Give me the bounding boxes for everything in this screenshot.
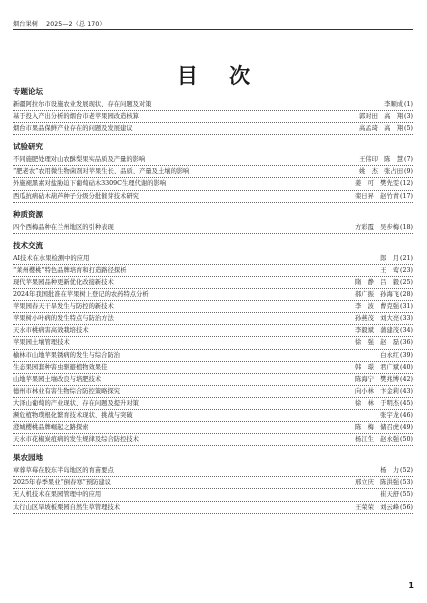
section-heading: 果农园地 (13, 453, 43, 463)
article-title: 外施褪黑素对盐胁迫下葡萄砧木3309C生理代谢的影响 (13, 178, 168, 189)
article-authors: 崔天舒 (380, 491, 400, 499)
entry-meta (353, 477, 413, 488)
toc-entry[interactable] (13, 362, 413, 374)
toc-entry[interactable] (13, 222, 413, 234)
article-title: 不同施肥处理对山农酥梨果实品质及产量的影响 (13, 154, 147, 165)
article-page: ( 5 ) (404, 125, 413, 132)
toc-entry[interactable] (13, 477, 413, 489)
article-page: ( 46 ) (400, 412, 413, 419)
article-title: 大泽山葡萄的产业现状、存在问题及提升对策 (13, 398, 141, 409)
article-title: 太行山区旱坡板栗园自然生草管理技术 (13, 502, 122, 513)
section-heading: 专题论坛 (13, 87, 43, 96)
entry-meta (357, 154, 413, 165)
article-authors: 邢立庆 陈洪强 (354, 479, 400, 487)
toc-entry[interactable] (13, 337, 413, 349)
entry-meta (353, 289, 413, 300)
article-title: 天水市桃病害高效栽培技术 (13, 325, 91, 336)
article-page: ( 33 ) (400, 315, 413, 322)
entry-meta (353, 301, 413, 312)
article-authors: 高孟琦 高 翔 (358, 125, 404, 133)
entry-meta (353, 222, 413, 233)
article-authors: 郭对田 高 翔 (358, 113, 404, 121)
entry-meta (353, 398, 413, 409)
article-authors: 姚 杰 张占田 (358, 168, 404, 176)
toc-entry[interactable] (13, 265, 413, 277)
toc-entry[interactable] (13, 111, 413, 123)
toc-entry[interactable] (13, 434, 413, 446)
article-authors: 姜 可 樊先雯 (354, 180, 400, 188)
entry-meta (378, 253, 413, 264)
article-authors: 陈海宁 樊兆博 (354, 375, 400, 383)
article-title: 天水市花椒炭疽病的发生规律及综合防控技术 (13, 434, 141, 445)
article-authors: 韩 璟 君广斌 (354, 363, 400, 371)
toc-entry[interactable] (13, 489, 413, 501)
section-heading: 试验研究 (13, 142, 43, 152)
article-page: ( 52 ) (400, 467, 413, 474)
article-authors: 徐 林 于明杰 (354, 399, 400, 407)
section-heading: 技术交流 (13, 240, 43, 250)
article-page: ( 53 ) (400, 479, 413, 486)
article-title: AI技术在水果检测中的应用 (13, 253, 91, 264)
article-authors: 杨 力 (380, 467, 400, 475)
entry-meta (353, 191, 413, 202)
article-page: ( 17 ) (400, 193, 413, 200)
article-title: 无人机技术在果园管理中的应用 (13, 489, 103, 500)
article-title: “肥老农”农用微生物菌剂对苹果生长、品质、产量及土壤的影响 (13, 166, 191, 177)
article-authors: 王荣荣 刘云峰 (354, 503, 400, 511)
article-title: 章蓉草莓在胶东半岛地区的育苗要点 (13, 465, 116, 476)
article-authors: 白永红 (380, 351, 400, 359)
article-page: ( 28 ) (400, 291, 413, 298)
article-title: 现代苹果园品种更新优化改接新技术 (13, 277, 116, 288)
article-authors: 栾日昇 赵竹青 (354, 192, 400, 200)
entry-meta (378, 465, 413, 476)
article-title: 山地苹果园土壤改良与培肥技术 (13, 374, 103, 385)
toc-entry[interactable] (13, 398, 413, 410)
article-authors: 郝广振 孙海飞 (354, 291, 400, 299)
toc-entry[interactable] (13, 386, 413, 398)
article-authors: 李 波 曹克强 (354, 303, 400, 311)
toc-entry[interactable] (13, 374, 413, 386)
article-page: ( 1 ) (404, 101, 413, 108)
article-page: ( 36 ) (400, 339, 413, 346)
article-title: 2025年春季果业“倒春寒”预防建议 (13, 477, 113, 488)
entry-meta (357, 166, 413, 177)
article-page: ( 40 ) (400, 364, 413, 371)
article-title: 榆林市山地苹果锈病的发生与综合防治 (13, 350, 122, 361)
article-authors: 张宇龙 (380, 411, 400, 419)
entry-meta (378, 265, 413, 276)
toc-entry[interactable] (13, 313, 413, 325)
article-authors: 李顺成 (384, 101, 404, 108)
entry-meta (378, 410, 413, 421)
toc-entry[interactable] (13, 301, 413, 313)
article-authors: 徐 强 赵 磊 (354, 339, 400, 347)
article-page: ( 49 ) (400, 424, 413, 431)
entry-meta (353, 313, 413, 324)
article-title: 苹果园土壤管理技术 (13, 337, 72, 348)
toc-entry[interactable] (13, 325, 413, 337)
article-page: ( 45 ) (400, 400, 413, 407)
article-authors: 杨江生 赵永强 (354, 436, 400, 444)
article-page: ( 21 ) (400, 255, 413, 262)
article-title: 澄城樱桃品牌崛起之路探索 (13, 422, 91, 433)
toc-entry[interactable] (13, 502, 413, 514)
entry-meta (353, 362, 413, 373)
entry-meta (353, 502, 413, 513)
article-page: ( 7 ) (404, 156, 413, 163)
article-page: ( 9 ) (404, 168, 413, 175)
page-number: 1 (408, 581, 414, 590)
article-title: “莱州樱桃”特色品牌培育和打造路径探析 (13, 265, 129, 276)
article-title: 生态果园套种害虫驱避植物效果佳 (13, 362, 109, 373)
entry-meta (353, 434, 413, 445)
toc-entry[interactable] (13, 422, 413, 434)
toc-entry[interactable] (13, 99, 413, 111)
article-authors: 王 莺 (380, 266, 400, 274)
article-title: 西瓜抗病砧木葫芦种子分级分批催芽技术研究 (13, 191, 141, 202)
toc-entry[interactable] (13, 253, 413, 265)
entry-meta (357, 111, 413, 122)
article-title: 新疆阿拉尔市设施农业发展现状、存在问题及对策 (13, 99, 154, 110)
article-page: ( 31 ) (400, 303, 413, 310)
entry-meta (353, 277, 413, 288)
article-page: ( 34 ) (400, 327, 413, 334)
toc-entry[interactable] (13, 350, 413, 362)
entry-meta (353, 178, 413, 189)
entry-meta (378, 489, 413, 500)
page-title: 目 次 (176, 63, 263, 88)
toc-entry[interactable] (13, 123, 413, 135)
article-page: ( 3 ) (404, 113, 413, 120)
article-title: 德州市林业有害生物综合防控策略探究 (13, 386, 122, 397)
article-title: 苹果园春天干旱发生与防控的新技术 (13, 301, 116, 312)
article-authors: 李毅斌 蒲建茂 (354, 327, 400, 335)
article-page: ( 12 ) (400, 180, 413, 187)
entry-meta (353, 386, 413, 397)
article-page: ( 18 ) (400, 224, 413, 231)
article-title: 烟台市果品保鲜产业存在的问题及发展建议 (13, 123, 135, 134)
article-title: 濒危植物璞根化繁育技术现状、挑战与突破 (13, 410, 135, 421)
table-of-contents (13, 83, 413, 514)
toc-entry[interactable] (13, 465, 413, 477)
toc-entry[interactable] (13, 191, 413, 203)
article-title: 四个西梅品种在兰州地区的引种表现 (13, 222, 116, 233)
article-authors: 王伟印 陈 慧 (358, 156, 404, 164)
article-authors: 向小林 卞金莉 (354, 387, 400, 395)
entry-meta (378, 350, 413, 361)
toc-entry[interactable] (13, 178, 413, 190)
toc-entry[interactable] (13, 154, 413, 166)
toc-entry[interactable] (13, 277, 413, 289)
entry-meta (382, 99, 413, 110)
article-authors: 陈 梅 储召虎 (354, 424, 400, 432)
journal-name: 烟台果树 (13, 21, 39, 28)
entry-meta (357, 123, 413, 134)
running-header (13, 19, 413, 30)
article-page: ( 23 ) (400, 267, 413, 274)
article-authors: 隋 静 吕 毅 (354, 278, 400, 286)
article-authors: 郎 月 (380, 254, 400, 262)
article-page: ( 43 ) (400, 388, 413, 395)
article-title: 苹果树小叶病的发生特点与防治方法 (13, 313, 116, 324)
entry-meta (353, 337, 413, 348)
article-page: ( 25 ) (400, 279, 413, 286)
toc-entry[interactable] (13, 289, 413, 301)
entry-meta (353, 325, 413, 336)
toc-entry[interactable] (13, 410, 413, 422)
toc-entry[interactable] (13, 166, 413, 178)
issue-number: 2025—2（总 170） (46, 21, 106, 28)
article-page: ( 55 ) (400, 491, 413, 498)
article-page: ( 39 ) (400, 352, 413, 359)
entry-meta (353, 374, 413, 385)
article-page: ( 50 ) (400, 436, 413, 443)
article-authors: 方彩霞 吴步梅 (354, 223, 400, 231)
entry-meta (353, 422, 413, 433)
article-page: ( 56 ) (400, 504, 413, 511)
article-page: ( 42 ) (400, 376, 413, 383)
article-authors: 孙燕茂 刘大亮 (354, 315, 400, 323)
article-title: 基于投入产出分析的烟台市老苹果园改造核算 (13, 111, 141, 122)
article-title: 2024年我国批准在苹果树上登记的农药特点分析 (13, 289, 151, 300)
section-heading: 种质资源 (13, 209, 43, 219)
